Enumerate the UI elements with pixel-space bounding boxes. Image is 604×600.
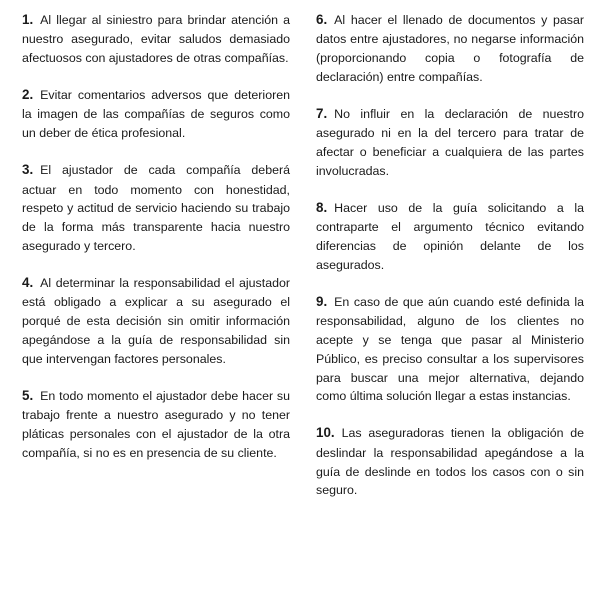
list-item-text: Al hacer el llenado de documentos y pasar datos entre ajustadores, no negarse información (proporcionando copia o fotografía de declaración) entre compañías. — [316, 13, 584, 85]
list-item — [316, 104, 584, 181]
column-right — [316, 10, 584, 592]
list-item — [316, 10, 584, 87]
column-left — [22, 10, 290, 592]
list-item-paragraph — [316, 423, 584, 500]
list-item-number: 4. — [22, 274, 34, 290]
list-item-text: Al determinar la responsabilidad el ajustador está obligado a explicar a su asegurado el porqué de esta decisión sin omitir información apegándose a la guía de responsabilidad sin que intervengan factores personales. — [22, 275, 290, 366]
list-item — [22, 273, 290, 369]
list-item — [316, 198, 584, 275]
list-item-number: 2. — [22, 87, 34, 103]
list-item-number: 5. — [22, 387, 34, 403]
list-item-text: Evitar comentarios adversos que deterioren la imagen de las compañías de seguros como un deber de ética profesional. — [22, 88, 290, 141]
list-item-paragraph — [316, 10, 584, 87]
list-item-paragraph — [22, 160, 290, 256]
list-item-paragraph — [316, 104, 584, 181]
list-item-paragraph — [316, 292, 584, 407]
list-item-paragraph — [22, 273, 290, 369]
list-item-number: 1. — [22, 12, 34, 27]
list-item — [22, 160, 290, 256]
list-item-text: No influir en la declaración de nuestro asegurado ni en la del tercero para tratar de afectar o beneficiar a cualquiera de las partes involucradas. — [316, 106, 584, 178]
list-item-text: En todo momento el ajustador debe hacer su trabajo frente a nuestro asegurado y no tener pláticas personales con el ajustador de la otra compañía, si no es en presencia de su cliente. — [22, 388, 290, 460]
list-item-paragraph — [22, 386, 290, 463]
list-item-paragraph — [22, 85, 290, 143]
list-item — [22, 10, 290, 68]
list-item-text: Las aseguradoras tienen la obligación de deslindar la responsabilidad apegándose a la guía de deslinde en todos los casos con o sin seguro. — [316, 426, 584, 498]
list-item-paragraph — [316, 198, 584, 275]
list-item-number: 6. — [316, 12, 328, 27]
list-item — [316, 292, 584, 407]
list-item-number: 8. — [316, 199, 328, 215]
list-item-text: El ajustador de cada compañía deberá actuar en todo momento con honestidad, respeto y actitud de servicio haciendo su trabajo de la forma más transparente hacia nuestro asegurado y tercero. — [22, 163, 290, 254]
list-item — [22, 386, 290, 463]
list-item-number: 7. — [316, 105, 328, 121]
list-item-paragraph — [22, 10, 290, 68]
list-item — [22, 85, 290, 143]
list-item-text: En caso de que aún cuando esté definida la responsabilidad, alguno de los clientes no acepte y se tenga que pasar al Ministerio Público, es preciso consultar a los supervisores para buscar una mejor alternativa, dejando como última solución llegar a estas instancias. — [316, 294, 584, 404]
list-item-number: 10. — [316, 425, 335, 441]
list-item-number: 9. — [316, 293, 328, 309]
list-item — [316, 423, 584, 500]
list-item-number: 3. — [22, 162, 34, 178]
list-item-text: Hacer uso de la guía solicitando a la contraparte el argumento técnico evitando diferencias de opinión delante de los asegurados. — [316, 200, 584, 272]
list-item-text: Al llegar al siniestro para brindar atención a nuestro asegurado, evitar saludos demasiado afectuosos con ajustadores de otras compañías. — [22, 13, 290, 66]
